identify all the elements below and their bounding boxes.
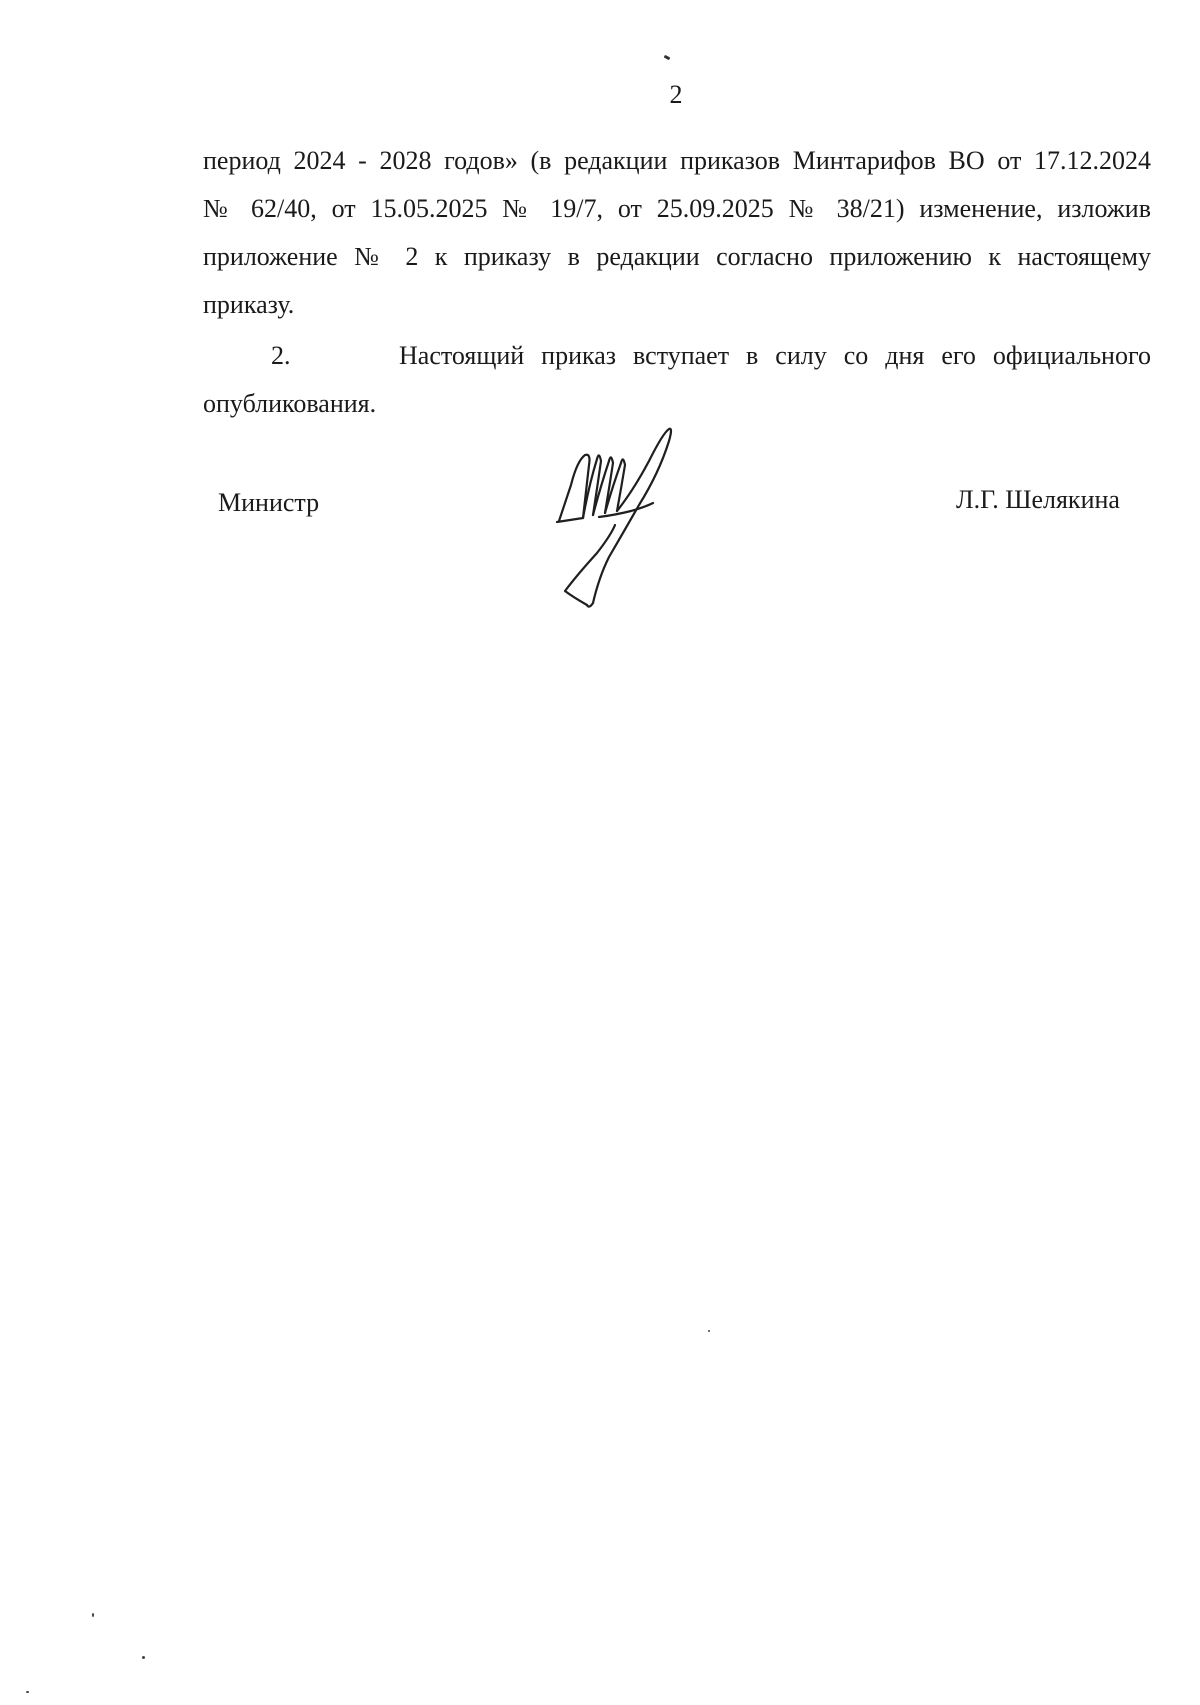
- paragraph-1: [203, 137, 1151, 329]
- paragraph-1-line-3: приложение № 2 к приказу в редакции согласно приложению к настоящему: [203, 242, 1151, 271]
- paragraph-2-line-1-text: Настоящий приказ вступает в силу со дня его официального: [399, 341, 1151, 370]
- paragraph-2-line-1: [203, 332, 1151, 380]
- document-body: [203, 137, 1151, 428]
- paragraph-2-number: 2.: [271, 341, 291, 370]
- page-number: 2: [669, 80, 683, 109]
- scan-speck: [708, 1330, 710, 1332]
- paragraph-1-line-4: приказу.: [203, 290, 295, 319]
- paragraph-2-line-2: опубликования.: [203, 389, 377, 418]
- scan-speck: [26, 1691, 29, 1693]
- signer-name: Л.Г. Шелякина: [956, 485, 1120, 514]
- scan-speck: [142, 1656, 145, 1659]
- handwritten-signature: [553, 425, 698, 610]
- signature-block: [0, 480, 1200, 610]
- paragraph-1-line-2: № 62/40, от 15.05.2025 № 19/7, от 25.09.2025 № 38/21) изменение, изложив: [203, 194, 1151, 223]
- signer-title: Министр: [218, 488, 320, 517]
- paragraph-1-line-1: период 2024 - 2028 годов» (в редакции приказов Минтарифов ВО от 17.12.2024: [203, 146, 1151, 175]
- scan-speck: [92, 1613, 94, 1617]
- scan-mark: [664, 55, 671, 60]
- paragraph-2: [203, 332, 1151, 428]
